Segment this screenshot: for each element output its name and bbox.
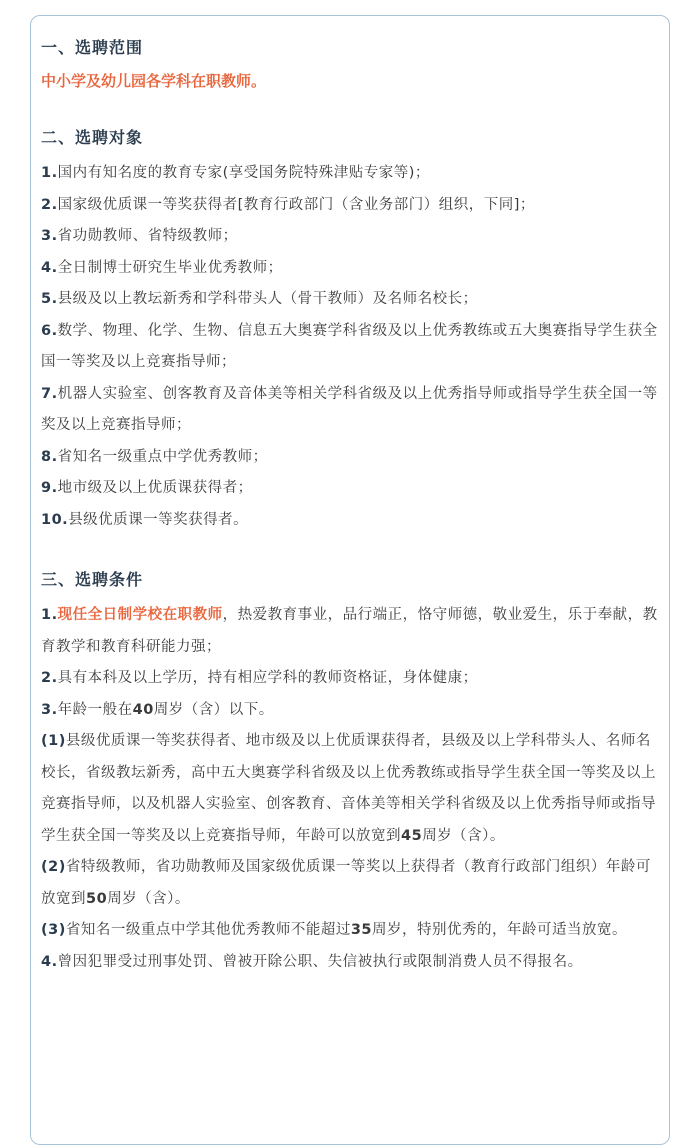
list-item	[41, 158, 659, 190]
item-number: 7.	[41, 385, 58, 402]
item-text: 机器人实验室、创客教育及音体美等相关学科省级及以上优秀指导师或指导学生获全国一等奖及以上竞赛指导师；	[41, 385, 658, 433]
item-number: 1.	[41, 165, 58, 181]
condition-sub-1	[41, 726, 659, 852]
item-text: 曾因犯罪受过刑事处罚、曾被开除公职、失信被执行或限制消费人员不得报名。	[57, 953, 583, 970]
item-text: 国内有知名度的教育专家(享受国务院特殊津贴专家等)；	[57, 165, 430, 181]
item-text: 地市级及以上优质课获得者；	[57, 480, 253, 496]
item-number: 2.	[41, 670, 58, 686]
condition-item-4	[41, 947, 659, 979]
item-text: 周岁（含）。	[422, 827, 505, 844]
scope-text: 中小学及幼儿园各学科在职教师。	[41, 72, 267, 90]
age-value: 50	[86, 890, 108, 907]
item-text: 县级优质课一等奖获得者、地市级及以上优质课获得者，县级及以上学科带头人、名师名校长，省级教坛新秀，高中五大奥赛学科省级及以上优秀教练或指导学生获全国一等奖及以上竞赛指导师，以及机器人实验室、创客教育、音体美等相关学科省级及以上优秀指导师或指导学生获全国一等奖及以上竞赛指导师，年龄可以放宽到	[41, 733, 656, 844]
item-text: 国家级优质课一等奖获得者[教育行政部门（含业务部门）组织，下同]；	[57, 196, 535, 213]
list-item	[41, 473, 659, 505]
item-text: 年龄一般在	[57, 701, 133, 718]
item-number: (2)	[41, 859, 66, 875]
condition-sub-2	[41, 852, 659, 915]
item-text: 周岁（含）以下。	[153, 701, 274, 718]
content-card	[30, 15, 670, 1145]
section-scope	[41, 34, 659, 94]
item-text: 省功勋教师、省特级教师；	[57, 228, 238, 244]
list-item	[41, 379, 659, 442]
age-value: 45	[401, 827, 423, 844]
condition-item-2	[41, 663, 659, 695]
section-conditions	[41, 566, 659, 978]
item-number: 6.	[41, 322, 58, 339]
item-text: 省知名一级重点中学其他优秀教师不能超过	[65, 922, 351, 938]
list-item	[41, 190, 659, 222]
item-number: (3)	[41, 922, 66, 938]
item-number: 4.	[41, 259, 58, 276]
condition-sub-3	[41, 915, 659, 947]
list-item	[41, 316, 659, 379]
item-number: 9.	[41, 480, 58, 496]
item-number: 5.	[41, 291, 58, 307]
list-item	[41, 253, 659, 285]
item-text: 县级及以上教坛新秀和学科带头人（骨干教师）及名师名校长；	[57, 291, 478, 307]
item-text: ，热爱教育事业，品行端正，恪守师德，敬业爱生，乐于奉献，教育教学和教育科研能力强；	[41, 607, 658, 655]
item-number: 1.	[41, 607, 58, 623]
age-value: 40	[132, 701, 154, 718]
item-number: 4.	[41, 953, 58, 970]
item-number: 10.	[41, 511, 69, 528]
item-text: 周岁，特别优秀的，年龄可适当放宽。	[372, 922, 628, 938]
target-list	[41, 158, 659, 536]
condition-item-3	[41, 695, 659, 727]
section-title-conditions: 三、选聘条件	[41, 570, 144, 589]
item-text: 具有本科及以上学历，持有相应学科的教师资格证，身体健康；	[57, 670, 478, 686]
item-number: 3.	[41, 701, 58, 718]
item-number: 3.	[41, 228, 58, 244]
item-number: 2.	[41, 196, 58, 213]
item-number: (1)	[41, 733, 66, 749]
list-item	[41, 284, 659, 316]
age-value: 35	[350, 922, 373, 938]
item-text: 数学、物理、化学、生物、信息五大奥赛学科省级及以上优秀教练或五大奥赛指导学生获全国一等奖及以上竞赛指导师；	[41, 322, 658, 370]
item-text: 全日制博士研究生毕业优秀教师；	[57, 259, 283, 276]
list-item	[41, 442, 659, 474]
item-number: 8.	[41, 448, 58, 465]
section-targets	[41, 124, 659, 536]
section-title-scope: 一、选聘范围	[41, 38, 144, 57]
item-text: 省知名一级重点中学优秀教师；	[57, 448, 268, 465]
item-text: 周岁（含）。	[107, 890, 190, 907]
condition-item-1	[41, 600, 659, 663]
item-text: 省特级教师，省功勋教师及国家级优质课一等奖以上获得者（教育行政部门组织）年龄可放宽到	[41, 859, 651, 907]
list-item	[41, 505, 659, 537]
item-text: 县级优质课一等奖获得者。	[68, 511, 249, 528]
section-title-targets: 二、选聘对象	[41, 128, 144, 147]
highlight-text: 现任全日制学校在职教师	[57, 607, 223, 623]
list-item	[41, 221, 659, 253]
